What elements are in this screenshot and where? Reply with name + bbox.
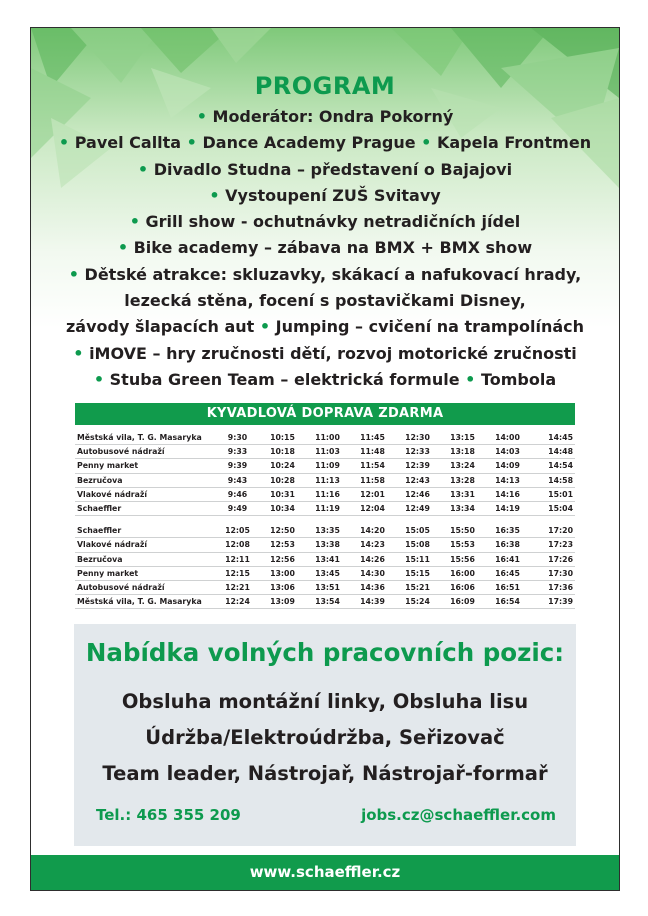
departure-time: 14:16 [485, 487, 530, 501]
job-offers-title: Nabídka volných pracovních pozic: [85, 638, 565, 667]
departure-time: 14:00 [485, 431, 530, 445]
timetable-row [75, 459, 575, 473]
stop-name: Autobusové nádraží [75, 580, 215, 594]
bullet-icon: • [117, 238, 134, 258]
timetable-inbound [75, 524, 575, 609]
departure-time: 16:06 [440, 580, 485, 594]
departure-time: 12:24 [215, 595, 260, 609]
departure-time: 17:39 [530, 595, 575, 609]
departure-time: 16:09 [440, 595, 485, 609]
departure-time: 16:41 [485, 552, 530, 566]
program-line [31, 288, 619, 314]
departure-time: 16:38 [485, 538, 530, 552]
departure-time: 13:06 [260, 580, 305, 594]
program-item: Kapela Frontmen [436, 133, 592, 153]
departure-time: 16:45 [485, 566, 530, 580]
stop-name: Penny market [75, 566, 215, 580]
departure-time: 15:04 [530, 501, 575, 515]
program-line [31, 235, 619, 261]
stop-name: Bezručova [75, 552, 215, 566]
program-line [31, 183, 619, 209]
departure-time: 13:09 [260, 595, 305, 609]
departure-time: 15:50 [440, 524, 485, 538]
stop-name: Bezručova [75, 473, 215, 487]
bullet-icon: • [209, 185, 226, 205]
email-address: jobs.cz@schaeffler.com [361, 806, 556, 824]
program-item: Pavel Callta [74, 133, 182, 153]
departure-time: 15:11 [395, 552, 440, 566]
departure-time: 17:26 [530, 552, 575, 566]
departure-time: 12:46 [395, 487, 440, 501]
departure-time: 15:05 [395, 524, 440, 538]
departure-time: 17:30 [530, 566, 575, 580]
departure-time: 17:36 [530, 580, 575, 594]
departure-time: 12:05 [215, 524, 260, 538]
departure-time: 12:39 [395, 459, 440, 473]
departure-time: 11:13 [305, 473, 350, 487]
departure-time: 14:30 [350, 566, 395, 580]
departure-time: 14:03 [485, 445, 530, 459]
program-line [31, 341, 619, 367]
program-section [31, 72, 619, 393]
departure-time: 11:58 [350, 473, 395, 487]
program-item: Tombola [480, 369, 557, 389]
departure-time: 12:50 [260, 524, 305, 538]
departure-time: 11:00 [305, 431, 350, 445]
bullet-icon: • [93, 369, 110, 389]
stop-name: Penny market [75, 459, 215, 473]
bullet-icon: • [129, 212, 146, 232]
departure-time: 11:54 [350, 459, 395, 473]
departure-time: 13:45 [305, 566, 350, 580]
departure-time: 16:00 [440, 566, 485, 580]
program-item: Divadlo Studna – představení o Bajajovi [153, 159, 513, 179]
departure-time: 14:36 [350, 580, 395, 594]
departure-time: 14:58 [530, 473, 575, 487]
timetable-row [75, 538, 575, 552]
stop-name: Vlakové nádraží [75, 487, 215, 501]
bullet-icon: • [73, 343, 90, 363]
program-item: Dance Academy Prague [202, 133, 416, 153]
departure-time: 13:18 [440, 445, 485, 459]
departure-time: 13:24 [440, 459, 485, 473]
program-item: Moderátor: Ondra Pokorný [212, 107, 454, 126]
departure-time: 9:43 [215, 473, 260, 487]
timetable-row [75, 552, 575, 566]
program-title: PROGRAM [254, 72, 396, 100]
departure-time: 13:51 [305, 580, 350, 594]
departure-time: 12:01 [350, 487, 395, 501]
bullet-icon: • [459, 369, 481, 389]
departure-time: 14:45 [530, 431, 575, 445]
stop-name: Vlakové nádraží [75, 538, 215, 552]
bullet-icon: • [137, 159, 154, 179]
departure-time: 12:43 [395, 473, 440, 487]
departure-time: 12:11 [215, 552, 260, 566]
departure-time: 17:20 [530, 524, 575, 538]
departure-time: 11:19 [305, 501, 350, 515]
departure-time: 12:21 [215, 580, 260, 594]
departure-time: 11:16 [305, 487, 350, 501]
poster [30, 27, 620, 891]
departure-time: 13:28 [440, 473, 485, 487]
program-line [31, 157, 619, 183]
departure-time: 15:15 [395, 566, 440, 580]
departure-time: 17:23 [530, 538, 575, 552]
program-list [31, 104, 619, 393]
bullet-icon: • [58, 133, 75, 153]
departure-time: 13:00 [260, 566, 305, 580]
timetable-row [75, 431, 575, 445]
departure-time: 10:15 [260, 431, 305, 445]
timetable-row [75, 473, 575, 487]
departure-time: 13:31 [440, 487, 485, 501]
timetable-row [75, 595, 575, 609]
departure-time: 12:33 [395, 445, 440, 459]
departure-time: 9:49 [215, 501, 260, 515]
departure-time: 9:46 [215, 487, 260, 501]
footer-website: www.schaeffler.cz [31, 855, 619, 890]
timetable-row [75, 524, 575, 538]
timetable-row [75, 501, 575, 515]
program-line [31, 130, 619, 156]
stop-name: Městská vila, T. G. Masaryka [75, 431, 215, 445]
departure-time: 9:30 [215, 431, 260, 445]
departure-time: 13:41 [305, 552, 350, 566]
departure-time: 15:21 [395, 580, 440, 594]
shuttle-title: KYVADLOVÁ DOPRAVA ZDARMA [75, 403, 575, 425]
departure-time: 16:35 [485, 524, 530, 538]
bullet-icon: • [415, 133, 437, 153]
departure-time: 14:13 [485, 473, 530, 487]
departure-time: 14:39 [350, 595, 395, 609]
timetable-row [75, 580, 575, 594]
program-item: Grill show - ochutnávky netradičních jídel [145, 212, 521, 232]
departure-time: 10:24 [260, 459, 305, 473]
program-item: Jumping – cvičení na trampolínách [275, 317, 585, 337]
departure-time: 12:53 [260, 538, 305, 552]
bullet-icon: • [254, 317, 276, 337]
job-position-line: Údržba/Elektroúdržba, Seřizovač [145, 726, 505, 749]
contact-row [96, 806, 556, 824]
job-position-line: Team leader, Nástrojař, Nástrojař-formař [102, 762, 548, 785]
stop-name: Městská vila, T. G. Masaryka [75, 595, 215, 609]
departure-time: 12:15 [215, 566, 260, 580]
departure-time: 14:48 [530, 445, 575, 459]
bullet-icon: • [181, 133, 203, 153]
phone-number: Tel.: 465 355 209 [96, 806, 241, 824]
departure-time: 13:34 [440, 501, 485, 515]
departure-time: 12:08 [215, 538, 260, 552]
program-line [31, 209, 619, 235]
program-item: Bike academy – zábava na BMX + BMX show [133, 238, 533, 258]
shuttle-schedule [75, 403, 575, 609]
departure-time: 15:08 [395, 538, 440, 552]
job-positions-list [74, 684, 576, 792]
stop-name: Schaeffler [75, 501, 215, 515]
departure-time: 16:51 [485, 580, 530, 594]
departure-time: 10:18 [260, 445, 305, 459]
stop-name: Autobusové nádraží [75, 445, 215, 459]
departure-time: 10:34 [260, 501, 305, 515]
departure-time: 12:04 [350, 501, 395, 515]
timetable-row [75, 566, 575, 580]
timetable-outbound [75, 431, 575, 516]
program-item: lezecká stěna, focení s postavičkami Disney, [124, 291, 526, 311]
departure-time: 12:49 [395, 501, 440, 515]
departure-time: 15:01 [530, 487, 575, 501]
departure-time: 11:09 [305, 459, 350, 473]
departure-time: 10:31 [260, 487, 305, 501]
departure-time: 9:39 [215, 459, 260, 473]
program-item: závody šlapacích aut [65, 317, 255, 337]
program-item: iMOVE – hry zručnosti dětí, rozvoj motorické zručnosti [89, 343, 577, 363]
job-offers-section [74, 624, 576, 846]
departure-time: 14:20 [350, 524, 395, 538]
program-line [31, 104, 619, 130]
program-line [31, 262, 619, 288]
program-item: Vystoupení ZUŠ Svitavy [225, 185, 441, 205]
departure-time: 14:23 [350, 538, 395, 552]
departure-time: 11:03 [305, 445, 350, 459]
departure-time: 11:48 [350, 445, 395, 459]
program-line [31, 367, 619, 393]
departure-time: 14:19 [485, 501, 530, 515]
departure-time: 12:56 [260, 552, 305, 566]
program-item: Dětské atrakce: skluzavky, skákací a nafukovací hrady, [84, 264, 582, 284]
timetable-row [75, 487, 575, 501]
program-item: Stuba Green Team – elektrická formule [109, 369, 460, 389]
program-line [31, 314, 619, 340]
departure-time: 9:33 [215, 445, 260, 459]
departure-time: 12:30 [395, 431, 440, 445]
departure-time: 13:35 [305, 524, 350, 538]
bullet-icon: • [68, 264, 85, 284]
departure-time: 15:53 [440, 538, 485, 552]
stop-name: Schaeffler [75, 524, 215, 538]
departure-time: 15:56 [440, 552, 485, 566]
bullet-icon: • [196, 107, 213, 126]
job-position-line: Obsluha montážní linky, Obsluha lisu [121, 690, 529, 713]
departure-time: 13:15 [440, 431, 485, 445]
departure-time: 13:38 [305, 538, 350, 552]
departure-time: 13:54 [305, 595, 350, 609]
departure-time: 14:09 [485, 459, 530, 473]
departure-time: 14:26 [350, 552, 395, 566]
departure-time: 10:28 [260, 473, 305, 487]
departure-time: 14:54 [530, 459, 575, 473]
timetable-row [75, 445, 575, 459]
departure-time: 16:54 [485, 595, 530, 609]
departure-time: 11:45 [350, 431, 395, 445]
departure-time: 15:24 [395, 595, 440, 609]
